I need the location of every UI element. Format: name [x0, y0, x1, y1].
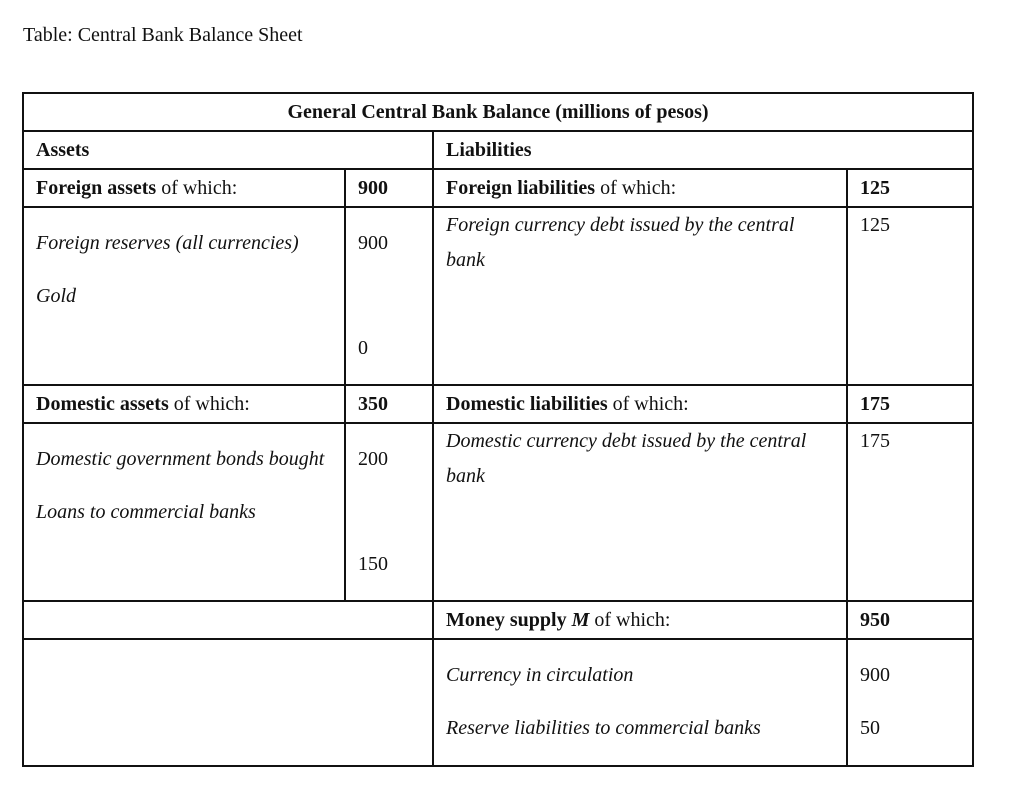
money-supply-items: [433, 639, 847, 766]
foreign-assets-label-bold: Foreign assets: [36, 176, 157, 199]
money-supply-values: [847, 639, 973, 766]
domestic-assets-label-bold: Domestic assets: [36, 392, 169, 415]
empty-cell: [23, 639, 433, 766]
money-supply-total: 950: [847, 601, 973, 639]
loans-to-banks-label: Loans to commercial banks: [36, 501, 256, 523]
government-bonds-value: 200: [358, 448, 388, 470]
domestic-assets-values: [345, 423, 433, 601]
currency-in-circulation-value: 900: [860, 664, 890, 686]
domestic-assets-total: 350: [345, 385, 433, 423]
gold-value: 0: [358, 337, 368, 359]
domestic-liabilities-total: 175: [847, 385, 973, 423]
heading-row: [23, 131, 973, 169]
foreign-assets-values: [345, 207, 433, 385]
government-bonds-label: Domestic government bonds bought: [36, 448, 325, 470]
foreign-liabilities-label-rest: of which:: [595, 176, 677, 199]
balance-sheet-table: [22, 92, 974, 767]
foreign-assets-label-rest: of which:: [156, 176, 238, 199]
domestic-currency-debt-label: Domestic currency debt issued by the central bank: [433, 423, 847, 601]
foreign-reserves-value: 900: [358, 232, 388, 254]
currency-in-circulation-label: Currency in circulation: [446, 664, 634, 686]
domestic-totals-row: [23, 385, 973, 423]
foreign-currency-debt-value: 125: [847, 207, 973, 385]
title-row: [23, 93, 973, 131]
foreign-currency-debt-label: Foreign currency debt issued by the central bank: [433, 207, 847, 385]
domestic-liabilities-label: [433, 385, 847, 423]
foreign-reserves-label: Foreign reserves (all currencies): [36, 232, 299, 254]
foreign-liabilities-total: 125: [847, 169, 973, 207]
foreign-assets-total: 900: [345, 169, 433, 207]
foreign-detail-row: [23, 207, 973, 385]
domestic-detail-row: [23, 423, 973, 601]
money-supply-label: [433, 601, 847, 639]
foreign-assets-items: [23, 207, 345, 385]
money-supply-symbol: M: [571, 608, 590, 631]
foreign-liabilities-label-bold: Foreign liabilities: [446, 176, 596, 199]
domestic-assets-label: [23, 385, 345, 423]
foreign-assets-label: [23, 169, 345, 207]
money-supply-detail-row: [23, 639, 973, 766]
domestic-currency-debt-value: 175: [847, 423, 973, 601]
domestic-assets-items: [23, 423, 345, 601]
money-supply-label-rest: of which:: [589, 608, 671, 631]
table-caption: Table: Central Bank Balance Sheet: [23, 24, 303, 46]
assets-heading: Assets: [23, 131, 433, 169]
reserve-liabilities-label: Reserve liabilities to commercial banks: [446, 717, 761, 739]
reserve-liabilities-value: 50: [860, 717, 880, 739]
gold-label: Gold: [36, 285, 76, 307]
domestic-liabilities-label-rest: of which:: [607, 392, 689, 415]
table-title: General Central Bank Balance (millions of pesos): [23, 93, 973, 131]
domestic-assets-label-rest: of which:: [168, 392, 250, 415]
domestic-liabilities-label-bold: Domestic liabilities: [446, 392, 608, 415]
foreign-liabilities-label: [433, 169, 847, 207]
money-supply-totals-row: [23, 601, 973, 639]
empty-cell: [23, 601, 433, 639]
loans-to-banks-value: 150: [358, 553, 388, 575]
liabilities-heading: Liabilities: [433, 131, 973, 169]
foreign-totals-row: [23, 169, 973, 207]
money-supply-label-bold: Money supply: [446, 608, 567, 631]
